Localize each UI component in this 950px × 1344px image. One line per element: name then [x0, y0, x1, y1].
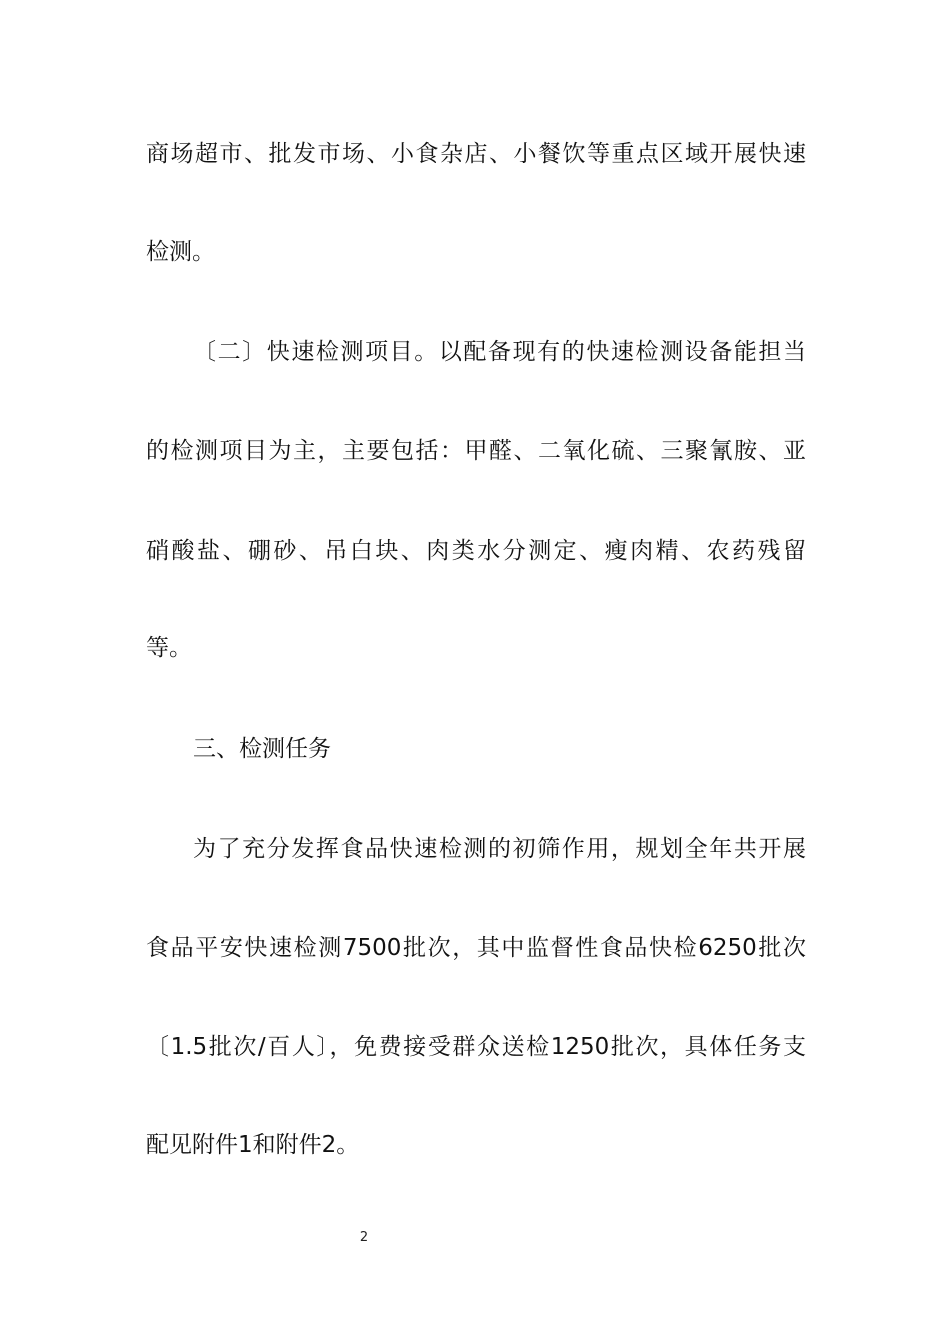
body-text-line: 的检测项目为主，主要包括：甲醛、二氧化硫、三聚氰胺、亚	[146, 438, 806, 464]
section-heading: 三、检测任务	[193, 736, 331, 762]
body-text-line: 〔1.5批次/百人〕，免费接受群众送检1250批次，具体任务支	[146, 1034, 806, 1060]
body-text-line: 配见附件1和附件2。	[146, 1132, 360, 1158]
section-subheading-line: 〔二〕快速检测项目。以配备现有的快速检测设备能担当	[193, 339, 806, 365]
body-text-line: 等。	[146, 635, 192, 661]
body-text-line: 商场超市、批发市场、小食杂店、小餐饮等重点区域开展快速	[146, 141, 806, 167]
body-text-line: 为了充分发挥食品快速检测的初筛作用，规划全年共开展	[193, 836, 806, 862]
body-text-line: 食品平安快速检测7500批次，其中监督性食品快检6250批次	[146, 935, 806, 961]
body-text-line: 硝酸盐、硼砂、吊白块、肉类水分测定、瘦肉精、农药残留	[146, 538, 806, 564]
page-number: 2	[359, 1230, 369, 1245]
body-text-line: 检测。	[146, 239, 215, 265]
